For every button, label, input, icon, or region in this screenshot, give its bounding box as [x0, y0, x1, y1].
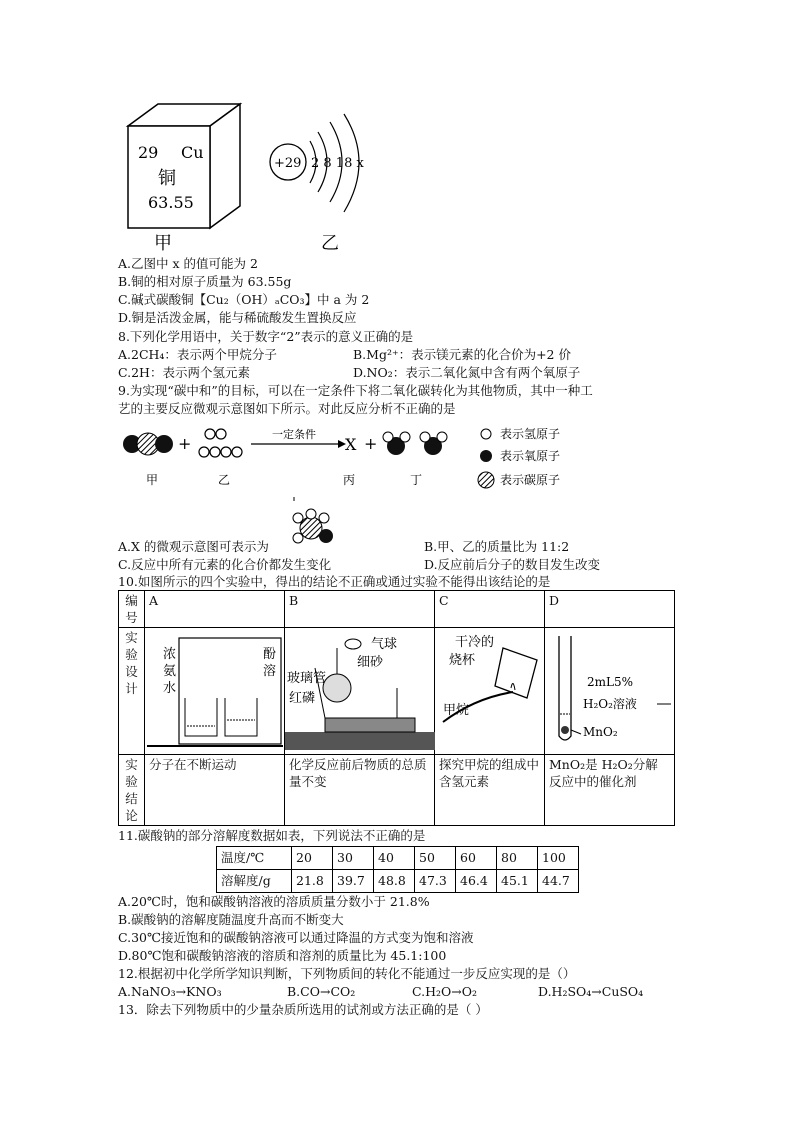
q7-option-b: B.铜的相对原子质量为 63.55g — [118, 274, 292, 289]
solubility-cell: 39.7 — [333, 870, 374, 893]
header-number: 编号 — [119, 591, 145, 628]
label-volume: 2mL5% — [587, 675, 634, 689]
q9-stem-line1: 9.为实现“碳中和”的目标，可以在一定条件下将二氧化碳转化为其他物质，其中一种工 — [118, 383, 593, 398]
header-conclusion: 实验结论 — [119, 755, 145, 826]
label-beaker-1: 干冷的 — [455, 635, 495, 650]
label-balloon: 气球 — [371, 637, 398, 652]
row-solubility-label: 溶解度/g — [217, 870, 292, 893]
q12-option-c: C.H₂O→O₂ — [412, 984, 477, 999]
conclusion-d: MnO₂是 H₂O₂分解反应中的催化剂 — [545, 755, 675, 826]
element-number: 29 — [138, 143, 159, 162]
experiment-c — [435, 628, 545, 755]
top-figures — [118, 96, 388, 256]
solubility-cell: 46.4 — [456, 870, 497, 893]
q12-stem: 12.根据初中化学所学知识判断，下列物质间的转化不能通过一步反应实现的是（） — [118, 966, 576, 981]
q10-stem: 10.如图所示的四个实验中，得出的结论不正确或通过实验不能得出该结论的是 — [118, 574, 551, 589]
temp-cell: 100 — [538, 847, 579, 870]
q12-option-a: A.NaNO₃→KNO₃ — [118, 984, 222, 999]
q11-option-a: A.20℃时，饱和碳酸钠溶液的溶质质量分数小于 21.8% — [118, 894, 430, 909]
label-sand: 细砂 — [357, 655, 384, 670]
solubility-cell: 44.7 — [538, 870, 579, 893]
temp-cell: 20 — [292, 847, 333, 870]
q7-option-c: C.碱式碳酸铜【Cu₂（OH）ₐCO₃】中 a 为 2 — [118, 292, 370, 307]
conclusion-a: 分子在不断运动 — [145, 755, 285, 826]
q8-option-a: A.2CH₄：表示两个甲烷分子 — [118, 347, 277, 362]
solubility-cell: 47.3 — [415, 870, 456, 893]
element-name: 铜 — [158, 168, 176, 189]
col-d-header: D — [545, 591, 675, 628]
svg-text:水: 水 — [163, 681, 177, 696]
label-bing: 丙 — [343, 473, 356, 487]
reaction-condition: 一定条件 — [272, 428, 316, 441]
label-catalyst: MnO₂ — [583, 725, 618, 739]
q12-option-b: B.CO→CO₂ — [287, 984, 356, 999]
reaction-diagram — [118, 418, 598, 550]
temp-cell: 40 — [374, 847, 415, 870]
label-yi: 乙 — [218, 473, 231, 487]
label-methane: 甲烷 — [443, 703, 470, 718]
q8-option-d: D.NO₂：表示二氧化氮中含有两个氧原子 — [353, 365, 581, 380]
label-phenol: 酚 — [263, 647, 277, 662]
experiment-table — [118, 590, 675, 826]
legend-oxygen: 表示氧原子 — [500, 449, 561, 463]
experiment-c-drawing — [435, 628, 545, 750]
label-tube: 玻璃管 — [287, 671, 327, 686]
q7-option-a: A.乙图中 x 的值可能为 2 — [118, 256, 258, 271]
product-x: X — [345, 435, 357, 454]
col-c-header: C — [435, 591, 545, 628]
q9-option-d: D.反应前后分子的数目发生改变 — [424, 557, 601, 572]
svg-text:氨: 氨 — [163, 664, 177, 679]
solubility-cell: 48.8 — [374, 870, 415, 893]
q11-option-c: C.30℃接近饱和的碳酸钠溶液可以通过降温的方式变为饱和溶液 — [118, 930, 474, 945]
label-ding: 丁 — [410, 473, 423, 487]
header-design: 实验设计 — [119, 628, 145, 755]
col-b-header: B — [285, 591, 435, 628]
q11-option-b: B.碳酸钠的溶解度随温度升高而不断变大 — [118, 912, 344, 927]
q8-option-b: B.Mg²⁺：表示镁元素的化合价为+2 价 — [353, 347, 571, 362]
experiment-b-drawing — [285, 628, 435, 750]
caption-jia: 甲 — [154, 233, 172, 254]
q13-stem: 13．除去下列物质中的少量杂质所选用的试剂或方法正确的是（ ） — [118, 1002, 488, 1017]
q12-option-d: D.H₂SO₄→CuSO₄ — [538, 984, 644, 999]
q9-stem-line2: 艺的主要反应微观示意图如下所示。对此反应分析不正确的是 — [118, 401, 456, 416]
legend — [478, 429, 494, 488]
molecule-jia — [123, 433, 173, 455]
plus-sign-1: + — [178, 434, 192, 453]
conclusion-b: 化学反应前后物质的总质量不变 — [285, 755, 435, 826]
solubility-cell: 21.8 — [292, 870, 333, 893]
col-a-header: A — [145, 591, 285, 628]
q9-option-c: C.反应中所有元素的化合价都发生变化 — [118, 557, 332, 572]
label-solution: H₂O₂溶液 — [583, 697, 637, 711]
q7-option-d: D.铜是活泼金属，能与稀硫酸发生置换反应 — [118, 310, 357, 325]
q9-option-b: B.甲、乙的质量比为 11:2 — [424, 539, 570, 554]
q11-option-d: D.80℃饱和碳酸钠溶液的溶质和溶剂的质量比为 45.1:100 — [118, 948, 447, 963]
plus-sign-2: + — [364, 434, 378, 453]
temp-cell: 30 — [333, 847, 374, 870]
solubility-table — [216, 846, 579, 893]
label-red-phosphorus: 红磷 — [289, 691, 316, 706]
label-ammonia: 浓 — [163, 647, 177, 662]
element-symbol: Cu — [181, 143, 204, 162]
svg-text:溶: 溶 — [263, 664, 277, 679]
legend-carbon: 表示碳原子 — [500, 473, 561, 487]
legend-hydrogen: 表示氢原子 — [500, 427, 561, 441]
element-mass: 63.55 — [148, 193, 194, 212]
conclusion-c: 探究甲烷的组成中含氢元素 — [435, 755, 545, 826]
experiment-b — [285, 628, 435, 755]
q9-option-a: A.X 的微观示意图可表示为 — [118, 539, 269, 554]
q8-stem: 8.下列化学用语中，关于数字“2”表示的意义正确的是 — [118, 329, 414, 344]
label-jia: 甲 — [146, 473, 159, 487]
q11-stem: 11.碳酸钠的部分溶解度数据如表，下列说法不正确的是 — [118, 828, 426, 843]
temp-cell: 60 — [456, 847, 497, 870]
experiment-a-drawing — [145, 628, 285, 750]
temp-cell: 50 — [415, 847, 456, 870]
q8-option-c: C.2H：表示两个氢元素 — [118, 365, 250, 380]
experiment-a — [145, 628, 285, 755]
solubility-cell: 45.1 — [497, 870, 538, 893]
x-molecule-illustration — [293, 497, 333, 543]
experiment-d — [545, 628, 675, 755]
row-temp-label: 温度/℃ — [217, 847, 292, 870]
temp-cell: 80 — [497, 847, 538, 870]
experiment-d-drawing — [545, 628, 675, 750]
atom-shells: 2 8 18 x — [311, 156, 364, 171]
label-beaker-2: 烧杯 — [449, 653, 476, 668]
atom-nucleus: +29 — [274, 156, 302, 171]
molecule-ding — [383, 432, 447, 455]
molecule-yi — [199, 429, 242, 457]
caption-yi: 乙 — [321, 233, 339, 254]
